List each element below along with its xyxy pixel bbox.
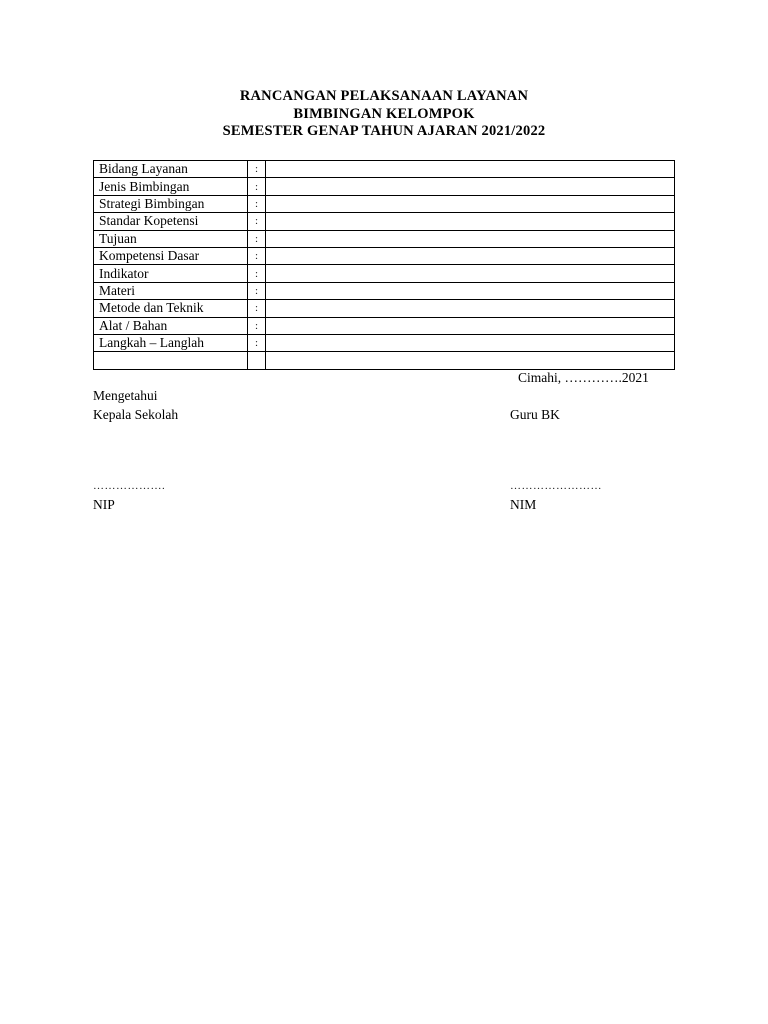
row-separator: : [248, 161, 266, 178]
row-value[interactable] [266, 334, 675, 351]
row-label: Kompetensi Dasar [94, 247, 248, 264]
row-value[interactable] [266, 317, 675, 334]
principal-id-label: NIP [93, 497, 115, 512]
row-value[interactable] [266, 178, 675, 195]
row-separator: : [248, 247, 266, 264]
table-row [94, 161, 675, 178]
counselor-name-placeholder: …………………… [510, 480, 602, 492]
title-line-1: RANCANGAN PELAKSANAAN LAYANAN [239, 88, 529, 104]
document-title [0, 88, 768, 141]
row-value[interactable] [266, 161, 675, 178]
row-value[interactable] [266, 213, 675, 230]
row-label: Metode dan Teknik [94, 300, 248, 317]
row-separator: : [248, 213, 266, 230]
row-label: Alat / Bahan [94, 317, 248, 334]
table-row [94, 195, 675, 212]
title-line-2: BIMBINGAN KELOMPOK [293, 105, 475, 122]
row-value[interactable] [266, 230, 675, 247]
place-date: Cimahi, ………….2021 [518, 370, 649, 385]
row-separator: : [248, 230, 266, 247]
service-plan-table [93, 160, 675, 370]
row-label: Materi [94, 282, 248, 299]
row-label: Bidang Layanan [94, 161, 248, 178]
table-row [94, 178, 675, 195]
row-value[interactable] [266, 195, 675, 212]
row-value[interactable] [266, 352, 675, 369]
table-row [94, 230, 675, 247]
row-separator: : [248, 195, 266, 212]
row-separator: : [248, 300, 266, 317]
table-row [94, 282, 675, 299]
counselor-id-label: NIM [510, 497, 537, 512]
row-separator: : [248, 334, 266, 351]
table-row [94, 265, 675, 282]
row-label: Tujuan [94, 230, 248, 247]
row-label: Standar Kopetensi [94, 213, 248, 230]
acknowledge-label: Mengetahui [93, 388, 158, 403]
counselor-role: Guru BK [510, 407, 560, 422]
table-row [94, 352, 675, 369]
row-separator: : [248, 317, 266, 334]
table-row [94, 247, 675, 264]
row-label: Jenis Bimbingan [94, 178, 248, 195]
table-row [94, 317, 675, 334]
row-separator [248, 352, 266, 369]
table-row [94, 213, 675, 230]
table-row [94, 300, 675, 317]
row-value[interactable] [266, 282, 675, 299]
row-separator: : [248, 265, 266, 282]
row-separator: : [248, 178, 266, 195]
principal-role: Kepala Sekolah [93, 407, 179, 422]
row-value[interactable] [266, 247, 675, 264]
principal-name-placeholder: ………………. [93, 480, 166, 492]
row-label: Strategi Bimbingan [94, 195, 248, 212]
row-value[interactable] [266, 265, 675, 282]
table-row [94, 334, 675, 351]
title-line-3: SEMESTER GENAP TAHUN AJARAN 2021/2022 [222, 123, 546, 139]
row-separator: : [248, 282, 266, 299]
row-value[interactable] [266, 300, 675, 317]
row-label [94, 352, 248, 369]
row-label: Langkah – Langlah [94, 334, 248, 351]
row-label: Indikator [94, 265, 248, 282]
